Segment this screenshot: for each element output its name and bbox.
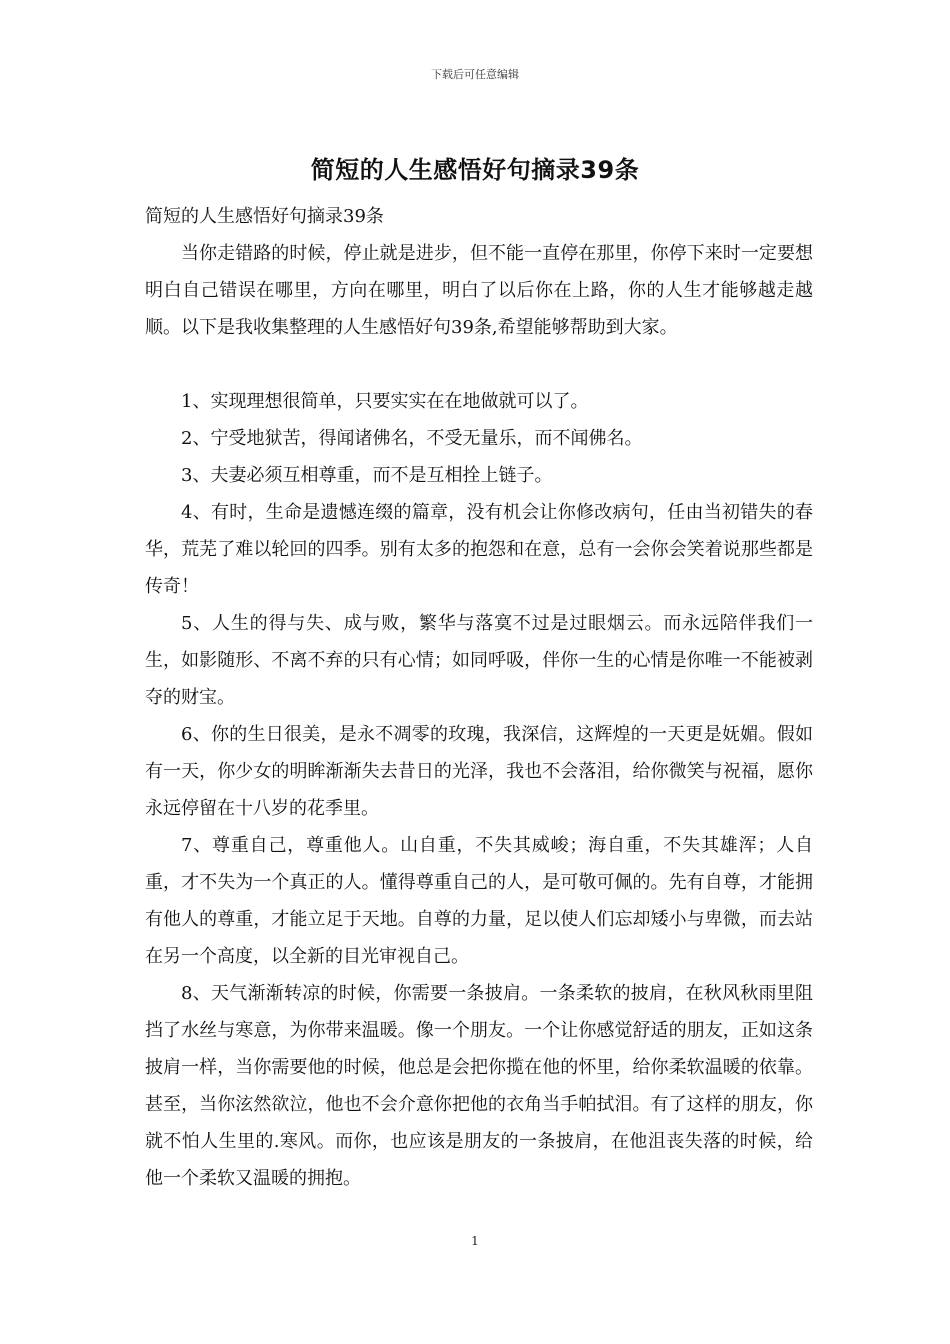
quote-item-5: 5、人生的得与失、成与败，繁华与落寞不过是过眼烟云。而永远陪伴我们一生，如影随形、不离不弃的只有心情；如同呼吸，伴你一生的心情是你唯一不能被剥夺的财宝。 <box>145 613 813 708</box>
document-title: 简短的人生感悟好句摘录39条 <box>310 156 640 184</box>
quote-item-7: 7、尊重自己，尊重他人。山自重，不失其威峻；海自重，不失其雄浑；人自重，才不失为一个真正的人。懂得尊重自己的人，是可敬可佩的。先有自尊，才能拥有他人的尊重，才能立足于天地。自尊的力量，足以使人们忘却矮小与卑微，而去站在另一个高度，以全新的目光审视自己。 <box>145 835 813 967</box>
quote-item-6: 6、你的生日很美，是永不凋零的玫瑰，我深信，这辉煌的一天更是妩媚。假如有一天，你少女的明眸渐渐失去昔日的光泽，我也不会落泪，给你微笑与祝福，愿你永远停留在十八岁的花季里。 <box>145 724 813 819</box>
quote-item-4: 4、有时，生命是遗憾连缀的篇章，没有机会让你修改病句，任由当初错失的春华，荒芜了难以轮回的四季。别有太多的抱怨和在意，总有一会你会笑着说那些都是传奇！ <box>145 502 813 597</box>
quote-item-2: 2、宁受地狱苦，得闻诸佛名，不受无量乐，而不闻佛名。 <box>181 428 643 449</box>
header-note: 下载后可任意编辑 <box>431 68 519 81</box>
quote-item-1: 1、实现理想很简单，只要实实在在地做就可以了。 <box>181 391 589 412</box>
quote-item-3: 3、夫妻必须互相尊重，而不是互相拴上链子。 <box>181 465 553 486</box>
document-body <box>145 198 813 1197</box>
document-subtitle: 简短的人生感悟好句摘录39条 <box>145 206 384 227</box>
page-number: 1 <box>471 1234 479 1248</box>
intro-paragraph: 当你走错路的时候，停止就是进步，但不能一直停在那里，你停下来时一定要想明白自己错误在哪里，方向在哪里，明白了以后你在上路，你的人生才能够越走越顺。以下是我收集整理的人生感悟好句39条,希望能够帮助到大家。 <box>145 243 813 338</box>
paragraph-spacer <box>145 346 813 383</box>
quote-item-8: 8、天气渐渐转凉的时候，你需要一条披肩。一条柔软的披肩，在秋风秋雨里阻挡了水丝与寒意，为你带来温暖。像一个朋友。一个让你感觉舒适的朋友，正如这条披肩一样，当你需要他的时候，他总是会把你揽在他的怀里，给你柔软温暖的依靠。甚至，当你泫然欲泣，他也不会介意你把他的衣角当手帕拭泪。有了这样的朋友，你就不怕人生里的.寒风。而你，也应该是朋友的一条披肩，在他沮丧失落的时候，给他一个柔软又温暖的拥抱。 <box>145 983 813 1189</box>
